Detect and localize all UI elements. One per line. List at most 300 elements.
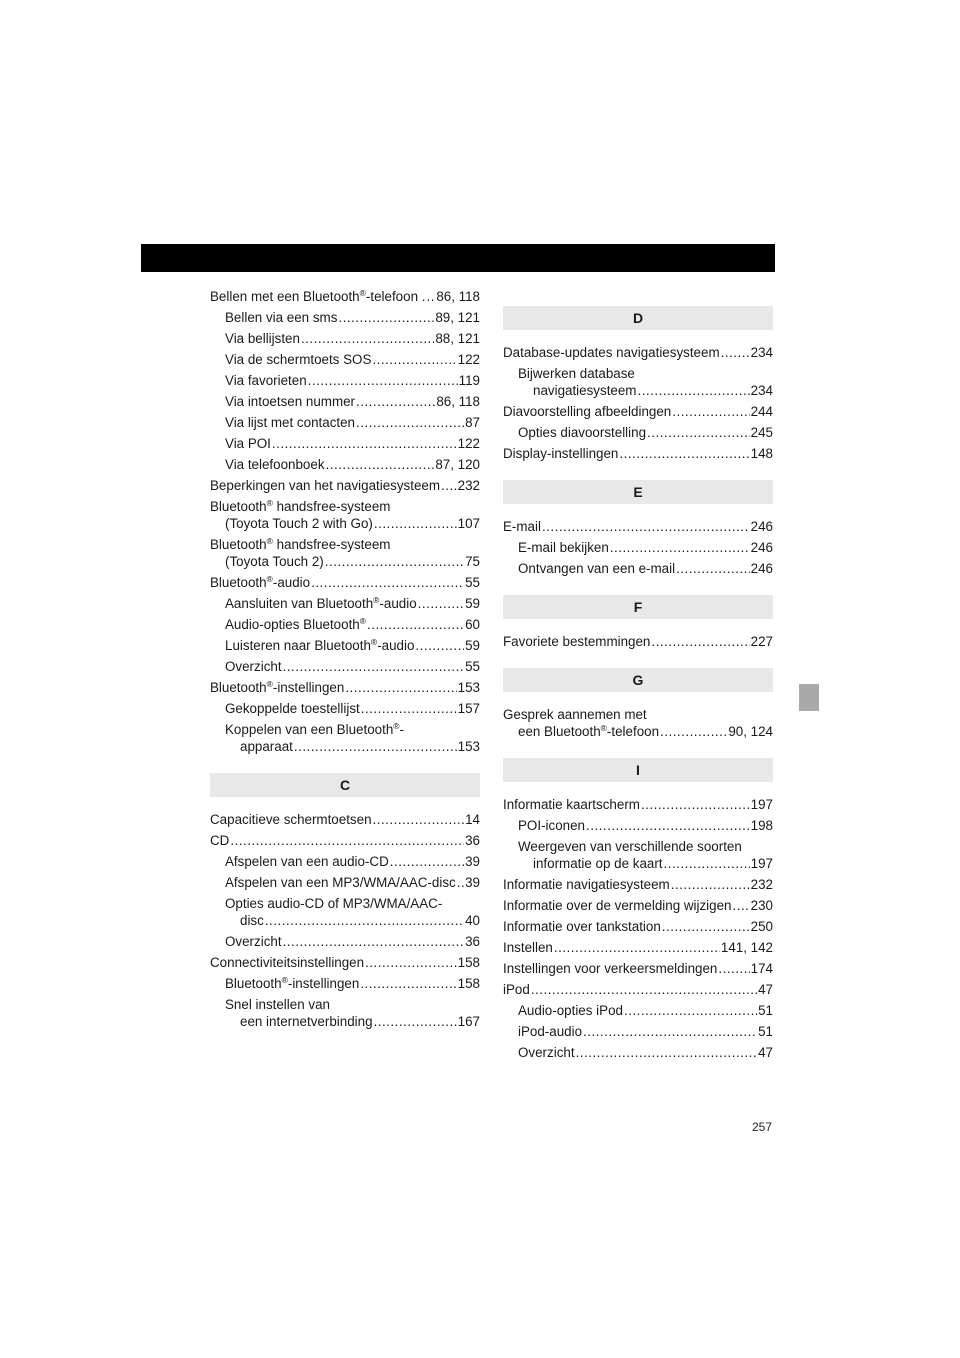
index-entry bbox=[503, 539, 773, 556]
index-entry bbox=[210, 574, 480, 591]
entry-term: informatie op de kaart bbox=[533, 856, 663, 871]
dot-leader bbox=[576, 1044, 758, 1061]
entry-text bbox=[225, 975, 359, 992]
entry-page-ref: 158 bbox=[457, 955, 480, 970]
dot-leader bbox=[664, 855, 750, 872]
entry-page-ref: 246 bbox=[750, 519, 773, 534]
index-entry bbox=[503, 897, 773, 914]
entry-text bbox=[225, 456, 325, 473]
dot-leader bbox=[641, 796, 750, 813]
entry-text bbox=[225, 874, 456, 891]
index-entry bbox=[210, 372, 480, 389]
entry-text bbox=[210, 288, 425, 305]
entry-term-suffix: -telefoon . bbox=[365, 289, 426, 304]
entry-first-line bbox=[225, 895, 480, 912]
index-entry bbox=[503, 1023, 773, 1040]
entry-term-suffix: -telefoon bbox=[606, 724, 660, 739]
index-entry bbox=[503, 838, 773, 872]
registered-mark: ® bbox=[266, 536, 273, 546]
entry-text bbox=[518, 1023, 582, 1040]
index-entry bbox=[210, 309, 480, 326]
section-letter-header: I bbox=[503, 758, 773, 782]
entry-page-ref: 88, 121 bbox=[435, 331, 480, 346]
entry-page-ref: 174 bbox=[750, 961, 773, 976]
entry-text bbox=[503, 876, 670, 893]
entry-text bbox=[225, 896, 442, 911]
dot-leader bbox=[301, 330, 434, 347]
dot-leader bbox=[415, 637, 464, 654]
entry-text bbox=[518, 1044, 575, 1061]
section-letter-header: C bbox=[210, 773, 480, 797]
entry-text bbox=[210, 574, 310, 591]
entry-text bbox=[518, 366, 635, 381]
dot-leader bbox=[583, 1023, 757, 1040]
index-entry bbox=[210, 679, 480, 696]
entry-page-ref: 157 bbox=[457, 701, 480, 716]
entry-text bbox=[518, 560, 675, 577]
dot-leader bbox=[325, 553, 464, 570]
entry-page-ref: 122 bbox=[457, 436, 480, 451]
entry-term: Informatie kaartscherm bbox=[503, 797, 640, 812]
entry-term: Weergeven van verschillende soorten bbox=[518, 839, 742, 854]
index-entry bbox=[210, 975, 480, 992]
entry-text bbox=[503, 939, 553, 956]
index-entry bbox=[210, 498, 480, 532]
entry-text bbox=[518, 424, 646, 441]
entry-text bbox=[503, 796, 640, 813]
index-entry bbox=[503, 876, 773, 893]
entry-term: Beperkingen van het navigatiesysteem bbox=[210, 478, 441, 493]
index-entry bbox=[210, 616, 480, 633]
entry-term: Capacitieve schermtoetsen bbox=[210, 812, 372, 827]
index-entry bbox=[503, 365, 773, 399]
entry-term: Luisteren naar Bluetooth bbox=[225, 638, 371, 653]
entry-text bbox=[210, 832, 229, 849]
index-entry bbox=[503, 1002, 773, 1019]
dot-leader bbox=[676, 560, 750, 577]
dot-leader bbox=[311, 574, 464, 591]
entry-term: Via de schermtoets SOS bbox=[225, 352, 372, 367]
entry-page-ref: 86, 118 bbox=[436, 394, 480, 409]
entry-page-ref: 59 bbox=[465, 596, 480, 611]
dot-leader bbox=[230, 832, 464, 849]
dot-leader bbox=[672, 403, 749, 420]
entry-term: Opties diavoorstelling bbox=[518, 425, 647, 440]
index-entry bbox=[210, 414, 480, 431]
entry-page-ref: 75 bbox=[465, 554, 480, 569]
entry-page-ref: 87, 120 bbox=[435, 457, 480, 472]
dot-leader bbox=[356, 414, 464, 431]
chapter-tab bbox=[799, 684, 819, 711]
header-bar bbox=[141, 244, 775, 272]
entry-page-ref: 59 bbox=[465, 638, 480, 653]
entry-page-ref: 250 bbox=[750, 919, 773, 934]
index-column-left bbox=[210, 288, 480, 1034]
entry-text bbox=[533, 382, 636, 399]
index-entry bbox=[503, 981, 773, 998]
registered-mark: ® bbox=[393, 721, 400, 731]
entry-page-ref: 230 bbox=[750, 898, 773, 913]
index-entry bbox=[210, 351, 480, 368]
index-entry bbox=[210, 996, 480, 1030]
entry-text bbox=[225, 393, 355, 410]
entry-page-ref: 197 bbox=[750, 797, 773, 812]
entry-term-suffix: -audio bbox=[379, 596, 417, 611]
entry-text bbox=[225, 595, 417, 612]
entry-text bbox=[210, 811, 372, 828]
entry-term: Via POI bbox=[225, 436, 271, 451]
entry-term: navigatiesysteem bbox=[533, 383, 637, 398]
dot-leader bbox=[272, 435, 457, 452]
entry-term: disc bbox=[240, 913, 264, 928]
dot-leader bbox=[345, 679, 456, 696]
entry-text bbox=[503, 707, 647, 722]
entry-text bbox=[225, 722, 404, 737]
entry-page-ref: 90, 124 bbox=[728, 724, 773, 739]
entry-term: Display-instellingen bbox=[503, 446, 619, 461]
entry-page-ref: 158 bbox=[457, 976, 480, 991]
entry-term: Connectiviteitsinstellingen bbox=[210, 955, 365, 970]
entry-term: (Toyota Touch 2 with Go) bbox=[225, 516, 373, 531]
entry-page-ref: 36 bbox=[465, 934, 480, 949]
entry-page-ref: 14 bbox=[465, 812, 480, 827]
entry-page-ref: 245 bbox=[750, 425, 773, 440]
entry-term-suffix: -audio bbox=[272, 575, 311, 590]
entry-term: Diavoorstelling afbeeldingen bbox=[503, 404, 672, 419]
entry-text bbox=[225, 414, 355, 431]
section-letter-header: D bbox=[503, 306, 773, 330]
dot-leader bbox=[283, 933, 465, 950]
entry-page-ref: 122 bbox=[457, 352, 480, 367]
index-entry bbox=[503, 424, 773, 441]
entry-term: Overzicht bbox=[518, 1045, 575, 1060]
entry-text bbox=[210, 537, 390, 552]
dot-leader bbox=[374, 1013, 457, 1030]
dot-leader bbox=[361, 700, 457, 717]
dot-leader bbox=[373, 811, 465, 828]
index-entry bbox=[503, 817, 773, 834]
entry-page-ref: 232 bbox=[750, 877, 773, 892]
index-entry bbox=[503, 1044, 773, 1061]
index-entry bbox=[503, 939, 773, 956]
entry-term: Bluetooth bbox=[225, 976, 282, 991]
entry-page-ref: 119 bbox=[458, 373, 480, 388]
entry-term: Bellen met een Bluetooth bbox=[210, 289, 360, 304]
dot-leader bbox=[637, 382, 749, 399]
registered-mark: ® bbox=[266, 679, 273, 689]
entry-text bbox=[503, 918, 661, 935]
entry-page-ref: 148 bbox=[750, 446, 773, 461]
entry-term: Instellingen voor verkeersmeldingen bbox=[503, 961, 718, 976]
entry-text bbox=[503, 897, 732, 914]
dot-leader bbox=[367, 616, 464, 633]
entry-text bbox=[503, 445, 618, 462]
entry-term: Gekoppelde toestellijst bbox=[225, 701, 360, 716]
entry-term: Bluetooth bbox=[210, 680, 267, 695]
dot-leader bbox=[624, 1002, 757, 1019]
entry-first-line bbox=[210, 536, 480, 553]
entry-page-ref: 55 bbox=[465, 659, 480, 674]
dot-leader bbox=[531, 981, 757, 998]
entry-text bbox=[518, 723, 659, 740]
dot-leader bbox=[586, 817, 750, 834]
entry-text bbox=[503, 403, 671, 420]
entry-term: een Bluetooth bbox=[518, 724, 601, 739]
dot-leader bbox=[426, 288, 435, 305]
registered-mark: ® bbox=[281, 975, 288, 985]
index-entry bbox=[503, 960, 773, 977]
index-entry bbox=[503, 445, 773, 462]
entry-term: Koppelen van een Bluetooth bbox=[225, 722, 394, 737]
entry-term-suffix: -instellingen bbox=[272, 680, 345, 695]
entry-term-suffix: - bbox=[399, 722, 405, 737]
entry-continuation bbox=[518, 382, 773, 399]
index-entry bbox=[503, 706, 773, 740]
entry-term: Instellen bbox=[503, 940, 553, 955]
entry-continuation bbox=[503, 723, 773, 740]
entry-term: Ontvangen van een e-mail bbox=[518, 561, 676, 576]
entry-page-ref: 87 bbox=[465, 415, 480, 430]
entry-page-ref: 51 bbox=[758, 1003, 773, 1018]
entry-term: CD bbox=[210, 833, 230, 848]
entry-text bbox=[518, 817, 585, 834]
index-entry bbox=[210, 832, 480, 849]
entry-text bbox=[503, 344, 720, 361]
index-entry bbox=[210, 330, 480, 347]
dot-leader bbox=[662, 918, 750, 935]
entry-first-line bbox=[225, 721, 480, 738]
entry-term: Via bellijsten bbox=[225, 331, 300, 346]
entry-text bbox=[503, 981, 530, 998]
index-entry bbox=[210, 435, 480, 452]
entry-term: (Toyota Touch 2) bbox=[225, 554, 324, 569]
entry-term: Via intoetsen nummer bbox=[225, 394, 356, 409]
entry-term: apparaat bbox=[240, 739, 293, 754]
index-entry bbox=[210, 954, 480, 971]
entry-term: Gesprek aannemen met bbox=[503, 707, 647, 722]
entry-term: Overzicht bbox=[225, 934, 282, 949]
entry-continuation bbox=[210, 553, 480, 570]
index-entry bbox=[210, 853, 480, 870]
entry-page-ref: 55 bbox=[465, 575, 480, 590]
entry-text bbox=[503, 960, 717, 977]
dot-leader bbox=[610, 539, 750, 556]
entry-term: POI-iconen bbox=[518, 818, 585, 833]
index-entry bbox=[210, 393, 480, 410]
entry-continuation bbox=[225, 1013, 480, 1030]
dot-leader bbox=[418, 595, 464, 612]
entry-term: Via telefoonboek bbox=[225, 457, 325, 472]
entry-text bbox=[225, 372, 307, 389]
entry-page-ref: 234 bbox=[750, 345, 773, 360]
entry-term: Bluetooth bbox=[210, 499, 267, 514]
entry-term: E-mail bbox=[503, 519, 541, 534]
section-letter-header: F bbox=[503, 595, 773, 619]
index-entry bbox=[210, 288, 480, 305]
entry-text bbox=[240, 912, 264, 929]
entry-text bbox=[225, 553, 324, 570]
registered-mark: ® bbox=[359, 288, 366, 298]
dot-leader bbox=[647, 424, 750, 441]
entry-page-ref: 244 bbox=[750, 404, 773, 419]
entry-page-ref: 39 bbox=[465, 875, 480, 890]
entry-page-ref: 51 bbox=[758, 1024, 773, 1039]
dot-leader bbox=[660, 723, 727, 740]
entry-text bbox=[225, 515, 373, 532]
dot-leader bbox=[441, 477, 457, 494]
entry-term: Informatie over tankstation bbox=[503, 919, 661, 934]
index-column-right bbox=[503, 288, 773, 1065]
index-entry bbox=[503, 344, 773, 361]
dot-leader bbox=[365, 954, 457, 971]
index-entry bbox=[210, 456, 480, 473]
section-letter-header: E bbox=[503, 480, 773, 504]
dot-leader bbox=[294, 738, 457, 755]
entry-text bbox=[503, 633, 650, 650]
entry-text bbox=[518, 539, 609, 556]
dot-leader bbox=[721, 344, 750, 361]
dot-leader bbox=[338, 309, 434, 326]
entry-text bbox=[225, 933, 282, 950]
index-entry bbox=[210, 477, 480, 494]
entry-text bbox=[225, 853, 389, 870]
entry-page-ref: 47 bbox=[758, 982, 773, 997]
entry-page-ref: 246 bbox=[750, 540, 773, 555]
entry-term: Bijwerken database bbox=[518, 366, 635, 381]
index-entry bbox=[210, 637, 480, 654]
entry-text bbox=[533, 855, 663, 872]
dot-leader bbox=[390, 853, 464, 870]
dot-leader bbox=[457, 874, 464, 891]
entry-page-ref: 39 bbox=[465, 854, 480, 869]
entry-text bbox=[210, 679, 344, 696]
entry-text bbox=[240, 1013, 373, 1030]
index-entry bbox=[503, 560, 773, 577]
entry-page-ref: 86, 118 bbox=[436, 289, 480, 304]
entry-first-line bbox=[518, 365, 773, 382]
entry-term: Aansluiten van Bluetooth bbox=[225, 596, 374, 611]
entry-text bbox=[225, 658, 282, 675]
index-entry bbox=[210, 933, 480, 950]
index-entry bbox=[210, 874, 480, 891]
dot-leader bbox=[554, 939, 720, 956]
entry-page-ref: 232 bbox=[457, 478, 480, 493]
dot-leader bbox=[733, 897, 750, 914]
index-entry bbox=[210, 700, 480, 717]
entry-page-ref: 89, 121 bbox=[435, 310, 480, 325]
dot-leader bbox=[326, 456, 435, 473]
page-number: 257 bbox=[752, 1120, 773, 1134]
index-entry bbox=[503, 918, 773, 935]
entry-term: Via lijst met contacten bbox=[225, 415, 356, 430]
registered-mark: ® bbox=[266, 574, 273, 584]
entry-text bbox=[225, 616, 366, 633]
entry-term-suffix: -audio bbox=[377, 638, 415, 653]
entry-term: Audio-opties Bluetooth bbox=[225, 617, 360, 632]
index-entry bbox=[210, 811, 480, 828]
dot-leader bbox=[308, 372, 458, 389]
index-entry bbox=[503, 403, 773, 420]
entry-text bbox=[503, 518, 541, 535]
dot-leader bbox=[372, 351, 456, 368]
entry-text bbox=[225, 700, 360, 717]
entry-term: Overzicht bbox=[225, 659, 282, 674]
entry-page-ref: 234 bbox=[750, 383, 773, 398]
entry-text bbox=[210, 954, 364, 971]
entry-text bbox=[210, 499, 390, 514]
entry-term: Bluetooth bbox=[210, 537, 267, 552]
entry-first-line bbox=[518, 838, 773, 855]
index-entry bbox=[210, 595, 480, 612]
registered-mark: ® bbox=[600, 723, 607, 733]
entry-continuation bbox=[225, 912, 480, 929]
dot-leader bbox=[619, 445, 749, 462]
entry-page-ref: 141, 142 bbox=[720, 940, 773, 955]
entry-term: E-mail bekijken bbox=[518, 540, 609, 555]
entry-page-ref: 40 bbox=[465, 913, 480, 928]
entry-text bbox=[225, 637, 414, 654]
entry-text bbox=[518, 1002, 623, 1019]
entry-term: Informatie over de vermelding wijzigen bbox=[503, 898, 732, 913]
entry-term: iPod-audio bbox=[518, 1024, 583, 1039]
entry-page-ref: 198 bbox=[750, 818, 773, 833]
registered-mark: ® bbox=[359, 616, 367, 626]
index-entry bbox=[503, 796, 773, 813]
entry-first-line bbox=[225, 996, 480, 1013]
entry-page-ref: 227 bbox=[750, 634, 773, 649]
entry-term-suffix: handsfree-systeem bbox=[272, 537, 391, 552]
entry-text bbox=[225, 435, 271, 452]
entry-first-line bbox=[210, 498, 480, 515]
entry-continuation bbox=[210, 515, 480, 532]
entry-term: Bluetooth bbox=[210, 575, 267, 590]
entry-text bbox=[518, 839, 742, 854]
entry-text bbox=[225, 309, 337, 326]
entry-term: Snel instellen van bbox=[225, 997, 330, 1012]
index-entry bbox=[210, 536, 480, 570]
entry-term: Bellen via een sms bbox=[225, 310, 338, 325]
registered-mark: ® bbox=[266, 498, 273, 508]
dot-leader bbox=[265, 912, 464, 929]
entry-page-ref: 36 bbox=[465, 833, 480, 848]
entry-term: Afspelen van een audio-CD bbox=[225, 854, 389, 869]
entry-term-suffix: -instellingen bbox=[287, 976, 360, 991]
entry-term: Informatie navigatiesysteem bbox=[503, 877, 670, 892]
entry-page-ref: 167 bbox=[457, 1014, 480, 1029]
index-entry bbox=[503, 518, 773, 535]
entry-term-suffix: handsfree-systeem bbox=[272, 499, 391, 514]
registered-mark: ® bbox=[370, 637, 378, 647]
dot-leader bbox=[651, 633, 749, 650]
entry-term: Afspelen van een MP3/WMA/AAC-disc bbox=[225, 875, 456, 890]
entry-page-ref: 47 bbox=[758, 1045, 773, 1060]
index-entry bbox=[210, 658, 480, 675]
index-entry bbox=[210, 895, 480, 929]
entry-page-ref: 153 bbox=[457, 680, 480, 695]
entry-page-ref: 197 bbox=[750, 856, 773, 871]
entry-text bbox=[225, 997, 330, 1012]
entry-page-ref: 60 bbox=[465, 617, 480, 632]
registered-mark: ® bbox=[373, 595, 380, 605]
entry-term: Database-updates navigatiesysteem bbox=[503, 345, 720, 360]
dot-leader bbox=[360, 975, 456, 992]
dot-leader bbox=[356, 393, 435, 410]
entry-page-ref: 153 bbox=[457, 739, 480, 754]
entry-continuation bbox=[225, 738, 480, 755]
index-entry bbox=[210, 721, 480, 755]
entry-page-ref: 107 bbox=[457, 516, 480, 531]
entry-term: Opties audio-CD of MP3/WMA/AAC- bbox=[225, 896, 443, 911]
